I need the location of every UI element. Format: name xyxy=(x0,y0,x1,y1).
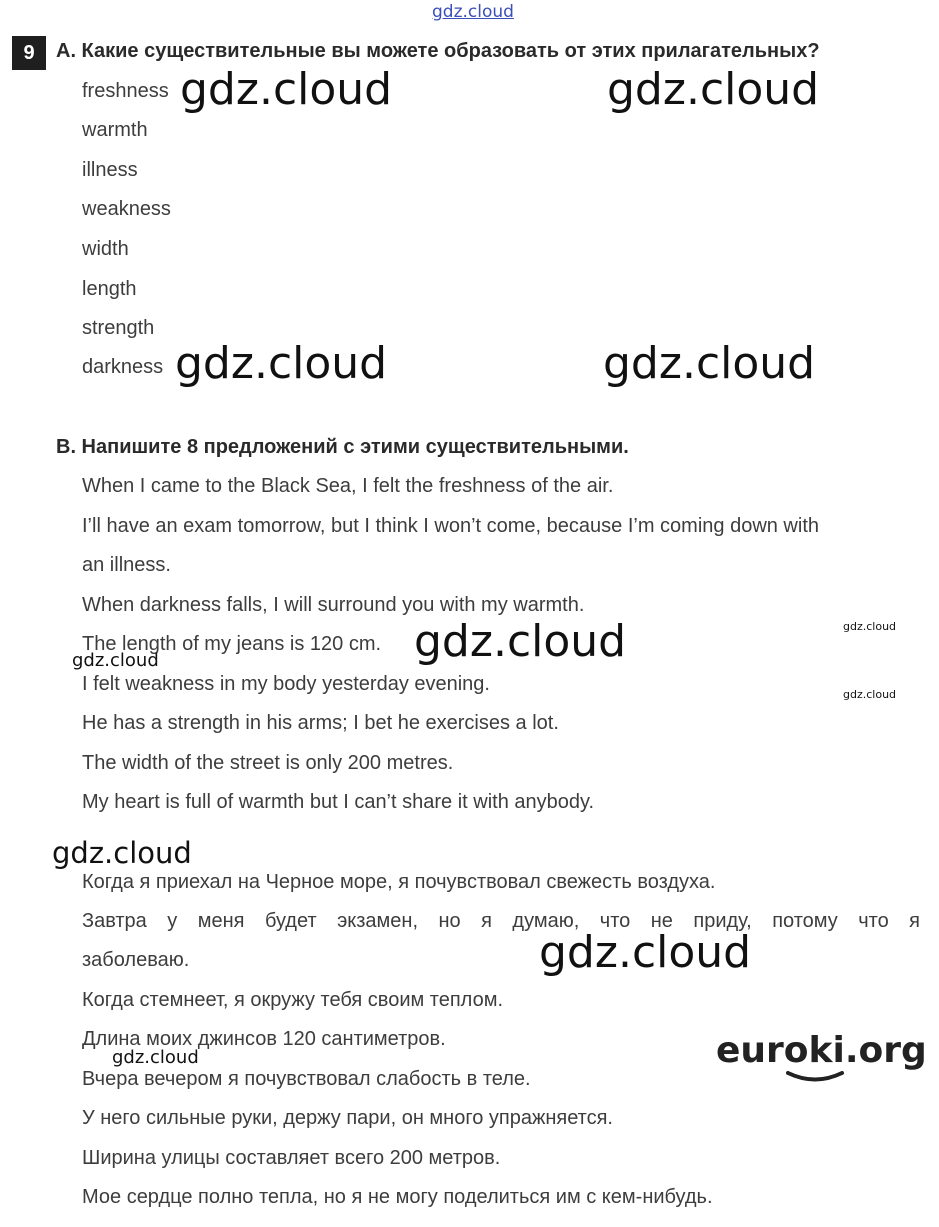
russian-sentence: Вчера вечером я почувствовал слабость в теле. xyxy=(82,1068,531,1090)
watermark: gdz.cloud xyxy=(180,64,393,115)
part-b-heading: B. Напишите 8 предложений с этими существительными. xyxy=(56,436,629,458)
russian-sentence: Мое сердце полно тепла, но я не могу поделиться им с кем-нибудь. xyxy=(82,1186,713,1208)
watermark: gdz.cloud xyxy=(539,927,752,978)
euroki-logo-text: euroki.org xyxy=(716,1030,927,1071)
watermark: gdz.cloud xyxy=(414,616,627,667)
watermark: gdz.cloud xyxy=(607,64,820,115)
word-item: warmth xyxy=(82,119,148,141)
logo-smile-icon xyxy=(785,1070,845,1084)
word-item: width xyxy=(82,238,129,260)
russian-sentence: Длина моих джинсов 120 сантиметров. xyxy=(82,1028,446,1050)
russian-sentence-text: Завтра у меня будет экзамен, но я думаю, что не приду, потому что я xyxy=(82,910,920,932)
english-sentence: I felt weakness in my body yesterday evening. xyxy=(82,673,490,695)
russian-sentence: Когда стемнеет, я окружу тебя своим теплом. xyxy=(82,989,504,1011)
watermark: gdz.cloud xyxy=(52,836,192,870)
watermark: gdz.cloud xyxy=(843,688,897,701)
english-sentence: I’ll have an exam tomorrow, but I think I won’t come, because I’m coming down with xyxy=(82,515,820,537)
word-item: freshness xyxy=(82,80,169,102)
watermark: gdz.cloud xyxy=(843,620,897,633)
russian-sentence xyxy=(82,910,920,933)
euroki-logo xyxy=(716,1030,927,1071)
watermark: gdz.cloud xyxy=(112,1047,199,1068)
word-item: weakness xyxy=(82,198,171,220)
word-item: darkness xyxy=(82,356,164,378)
english-sentence: When darkness falls, I will surround you with my warmth. xyxy=(82,594,585,616)
exercise-number-badge: 9 xyxy=(12,36,46,70)
top-watermark: gdz.cloud xyxy=(432,2,514,22)
russian-sentence: У него сильные руки, держу пари, он много упражняется. xyxy=(82,1107,613,1129)
english-sentence: He has a strength in his arms; I bet he exercises a lot. xyxy=(82,712,559,734)
watermark: gdz.cloud xyxy=(72,650,159,671)
english-sentence: an illness. xyxy=(82,554,171,576)
part-a-heading: A. Какие существительные вы можете образовать от этих прилагательных? xyxy=(56,40,820,62)
watermark: gdz.cloud xyxy=(175,338,388,389)
english-sentence: The width of the street is only 200 metres. xyxy=(82,752,454,774)
english-sentence: My heart is full of warmth but I can’t share it with anybody. xyxy=(82,791,595,813)
russian-sentence: Ширина улицы составляет всего 200 метров. xyxy=(82,1147,501,1169)
russian-sentence: заболеваю. xyxy=(82,949,190,971)
english-sentence: When I came to the Black Sea, I felt the freshness of the air. xyxy=(82,475,614,497)
watermark: gdz.cloud xyxy=(603,338,816,389)
word-item: strength xyxy=(82,317,155,339)
russian-sentence: Когда я приехал на Черное море, я почувствовал свежесть воздуха. xyxy=(82,871,716,893)
word-item: illness xyxy=(82,159,138,181)
word-item: length xyxy=(82,278,137,300)
english-sentence: The length of my jeans is 120 cm. xyxy=(82,633,382,655)
